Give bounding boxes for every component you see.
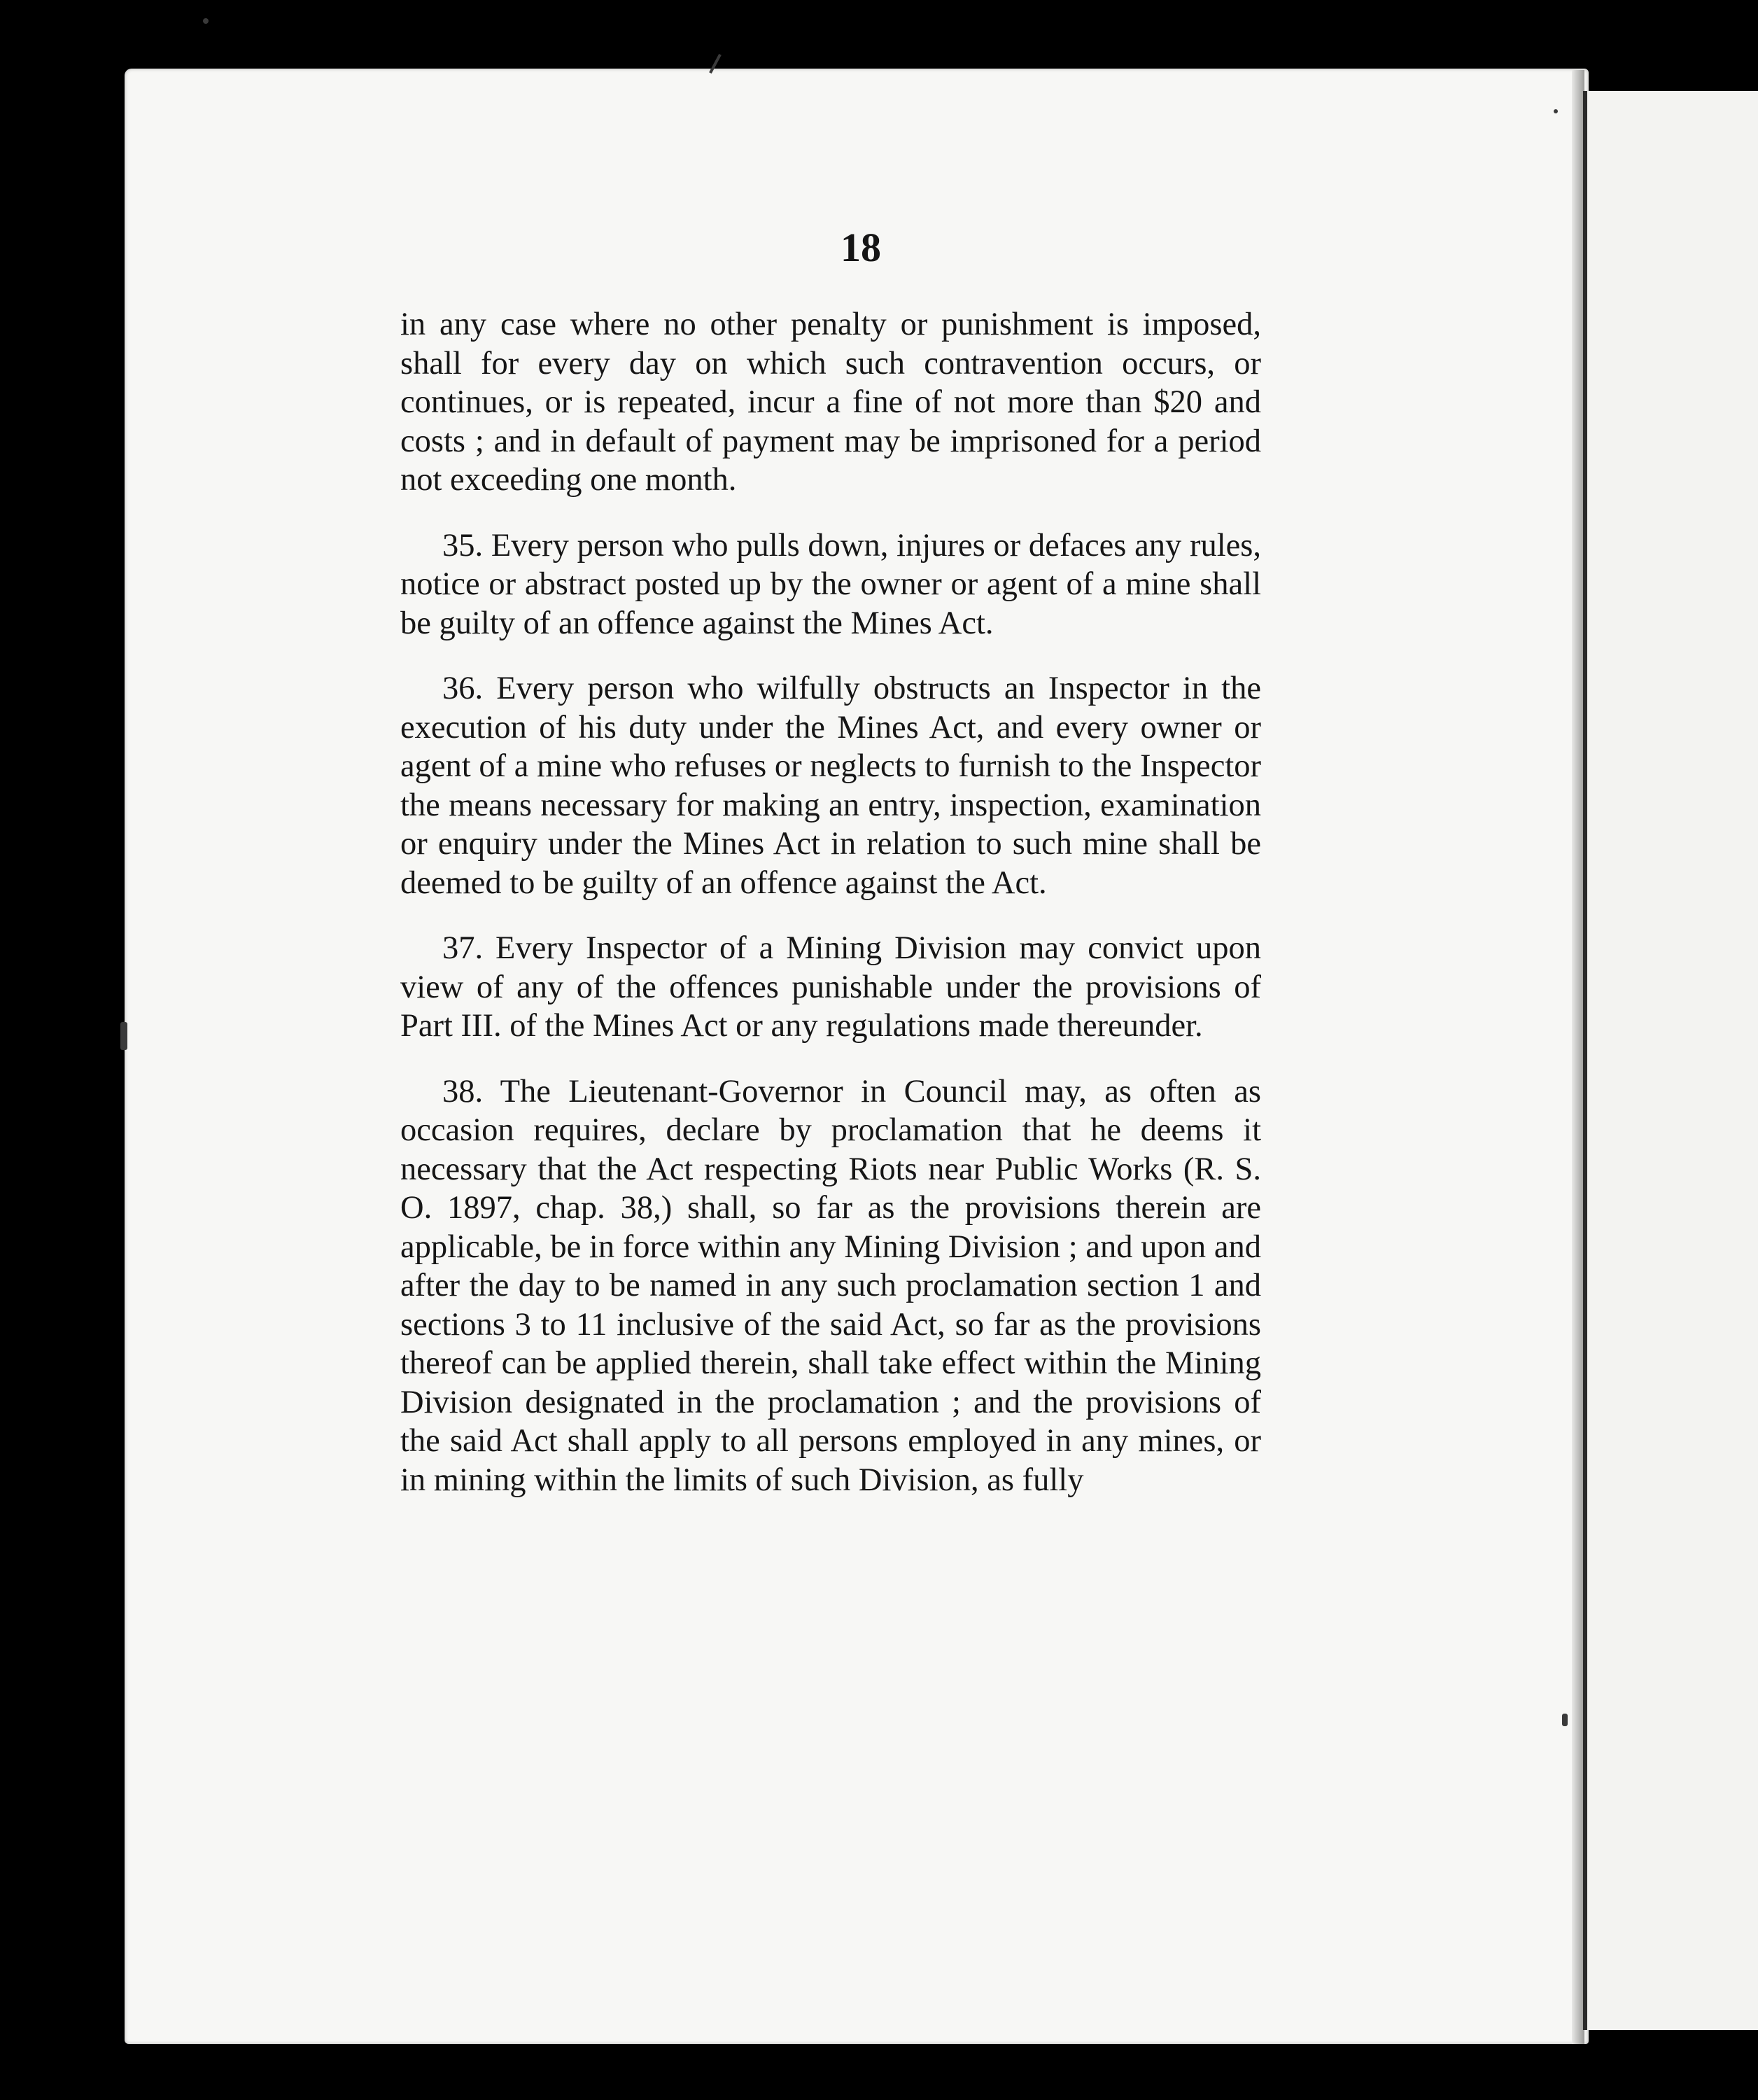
scan-speck [1554, 109, 1558, 113]
paragraph-section-35: 35. Every person who pulls down, injures or defaces any rules, notice or abstract posted up by the owner or agent of a mine shall be guilty of an offence against the Mines Act. [400, 527, 1261, 641]
page-number: 18 [841, 225, 881, 270]
scan-speck [1562, 1714, 1568, 1726]
body-text [400, 305, 1261, 1526]
paragraph-section-37: 37. Every Inspector of a Mining Division may convict upon view of any of the offences punishable under the provisions of Part III. of the Mines Act or any regulations made thereunder. [400, 930, 1261, 1044]
paragraph-section-38: 38. The Lieutenant-Governor in Council may, as often as occasion requires, declare by proclamation that he deems it necessary that the Act respecting Riots near Public Works (R. S. O. 1897, chap. 38,) shall, so far as the provisions therein are applicable, be in force within any Mining Division ; and upon and after the day to be named in any such proclamation section 1 and sections 3 to 11 inclusive of the said Act, so far as the provisions thereof can be applied therein, shall take effect within the Mining Division designated in the proclamation ; and the provisions of the said Act shall apply to all persons employed in any mines, or in mining within the limits of such Division, as fully [400, 1073, 1261, 1498]
paragraph-section-36: 36. Every person who wilfully obstructs an Inspector in the execution of his duty under the Mines Act, and every owner or agent of a mine who refuses or neglects to furnish to the Inspector the means necessary for making an entry, inspection, examination or enquiry under the Mines Act in relation to such mine shall be deemed to be guilty of an offence against the Act. [400, 671, 1261, 901]
paragraph-continuation: in any case where no other penalty or punishment is imposed, shall for every day on which such contravention occurs, or continues, or is repeated, incur a fine of not more than $20 and costs ; and in default of payment may be imprisoned for a period not exceeding one month. [400, 307, 1261, 498]
scan-speck [203, 18, 209, 24]
scan-speck [120, 1022, 127, 1050]
adjacent-page-edge [1583, 91, 1758, 2030]
